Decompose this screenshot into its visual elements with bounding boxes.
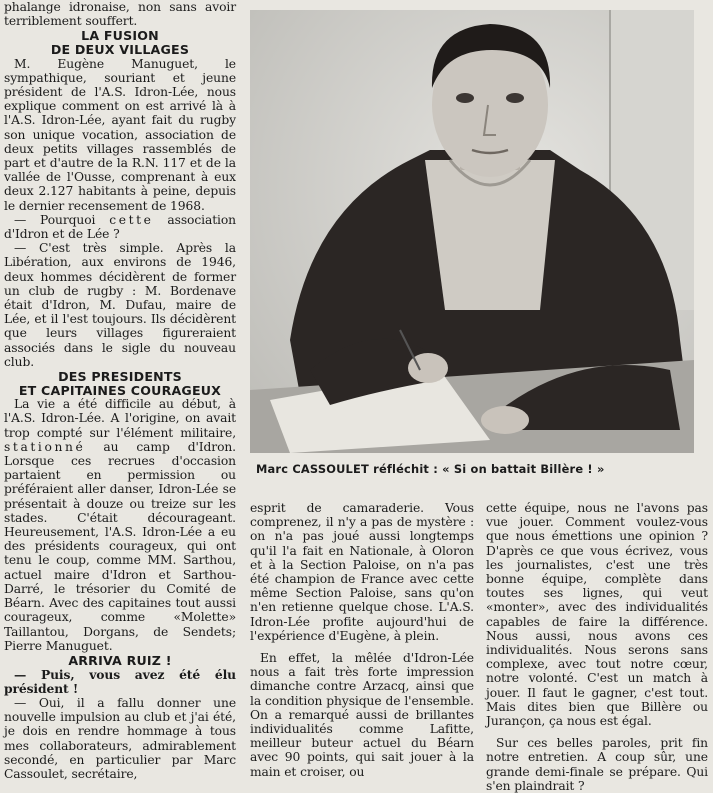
article-column-2 — [250, 501, 474, 779]
portrait-photo — [250, 10, 694, 453]
paragraph-melee: En effet, la mêlée d'Idron-Lée nous a fait très forte impression dimanche contre Arzacq, ainsi que la condition physique de l'ensemble. On a remarqué aussi de brillantes individualités comme Lafitte, meilleur buteur actuel du Béarn avec 90 points, qui sait jouer à la main et croiser, ou — [250, 651, 474, 779]
article-column-3 — [486, 501, 708, 793]
article-column-1 — [4, 0, 236, 781]
answer-liberation: — C'est très simple. Après la Libération, aux environs de 1946, deux hommes décidèrent de former un club de rugby : M. Bordenave était d'Idron, M. Dufau, maire de Lée, et il l'est toujours. Ils décidèrent que leurs villages figureraient associés dans le sigle du nouveau club. — [4, 241, 236, 369]
paragraph-camaraderie: esprit de camaraderie. Vous comprenez, il n'y a pas de mystère : on n'a pas joué aussi longtemps qu'il l'a fait en Nationale, à Oloron et à la Section Paloise, on n'a pas été champion de France avec cette même Section Paloise, sans qu'on n'en retienne quelque chose. L'A.S. Idron-Lée profite aujourd'hui de l'expérience d'Eugène, à plein. — [250, 501, 474, 643]
portrait-illustration — [250, 10, 694, 453]
question-elected: — Puis, vous avez été élu président ! — [4, 666, 236, 696]
paragraph-conclusion: Sur ces belles paroles, prit fin notre entretien. A coup sûr, une grande demi-finale se prépare. Qui s'en plaindrait ? — [486, 736, 708, 793]
question-association: — Pourquoi cette association d'Idron et de Lée ? — [4, 212, 236, 242]
paragraph-history: La vie a été difficile au début, à l'A.S. Idron-Lée. A l'origine, on avait trop compté sur l'élément militaire, stationné au camp d'Idron. Lorsque ces recrues d'occasion partaient en permission ou préféraient aller danser, Idron-Lée se présentait à douze ou treize sur les stades. C'était décourageant. Heureusement, l'A.S. Idron-Lée a eu des présidents courageux, qui ont tenu le coup, comme MM. Sarthou, actuel maire d'Idron et Sarthou-Darré, le trésorier du Comité de Béarn. Avec des capitaines tout aussi courageux, comme «Molette» Taillantou, Dorgans, de Sendets; Pierre Manuguet. — [4, 397, 236, 653]
heading-arriva-ruiz: ARRIVA RUIZ ! — [68, 652, 172, 668]
paragraph-manuguet: M. Eugène Manuguet, le sympathique, souriant et jeune président de l'A.S. Idron-Lée, nous explique comment on est arrivé là à l'A.S. Idron-Lée, ayant fait du rugby son unique vocation, association de deux petits villages rassemblés de part et d'autre de la R.N. 117 et de la vallée de l'Ousse, comprenant à eux deux 2.127 habitants à peine, depuis le dernier recensement de 1968. — [4, 56, 236, 213]
answer-impulse: — Oui, il a fallu donner une nouvelle impulsion au club et j'ai été, je dois en rendre hommage à tous mes collaborateurs, admirablement secondé, en particulier par Marc Cassoulet, secrétaire, — [4, 695, 236, 781]
intro-text: phalange idronaise, non sans avoir terriblement souffert. — [4, 0, 236, 29]
heading-fusion: LA FUSION DE DEUX VILLAGES — [50, 28, 190, 57]
paragraph-opinion: cette équipe, nous ne l'avons pas vue jouer. Comment voulez-vous que nous émettions une opinion ? D'après ce que vous écrivez, vous les journalistes, c'est une très bonne équipe, complète dans toutes ses lignes, qui veut «monter», avec des individualités capables de faire la différence. Nous aussi, nous avons ces individualités. Nous serons sans complexe, avec tout notre cœur, notre volonté. C'est un match à jouer. Il faut le gagner, c'est tout. Mais dites bien que Billère ou Jurançon, ça nous est égal. — [486, 501, 708, 729]
photo-caption: Marc CASSOULET réfléchit : « Si on battait Billère ! » — [256, 462, 605, 476]
heading-presidents: DES PRESIDENTS ET CAPITAINES COURAGEUX — [18, 369, 222, 398]
